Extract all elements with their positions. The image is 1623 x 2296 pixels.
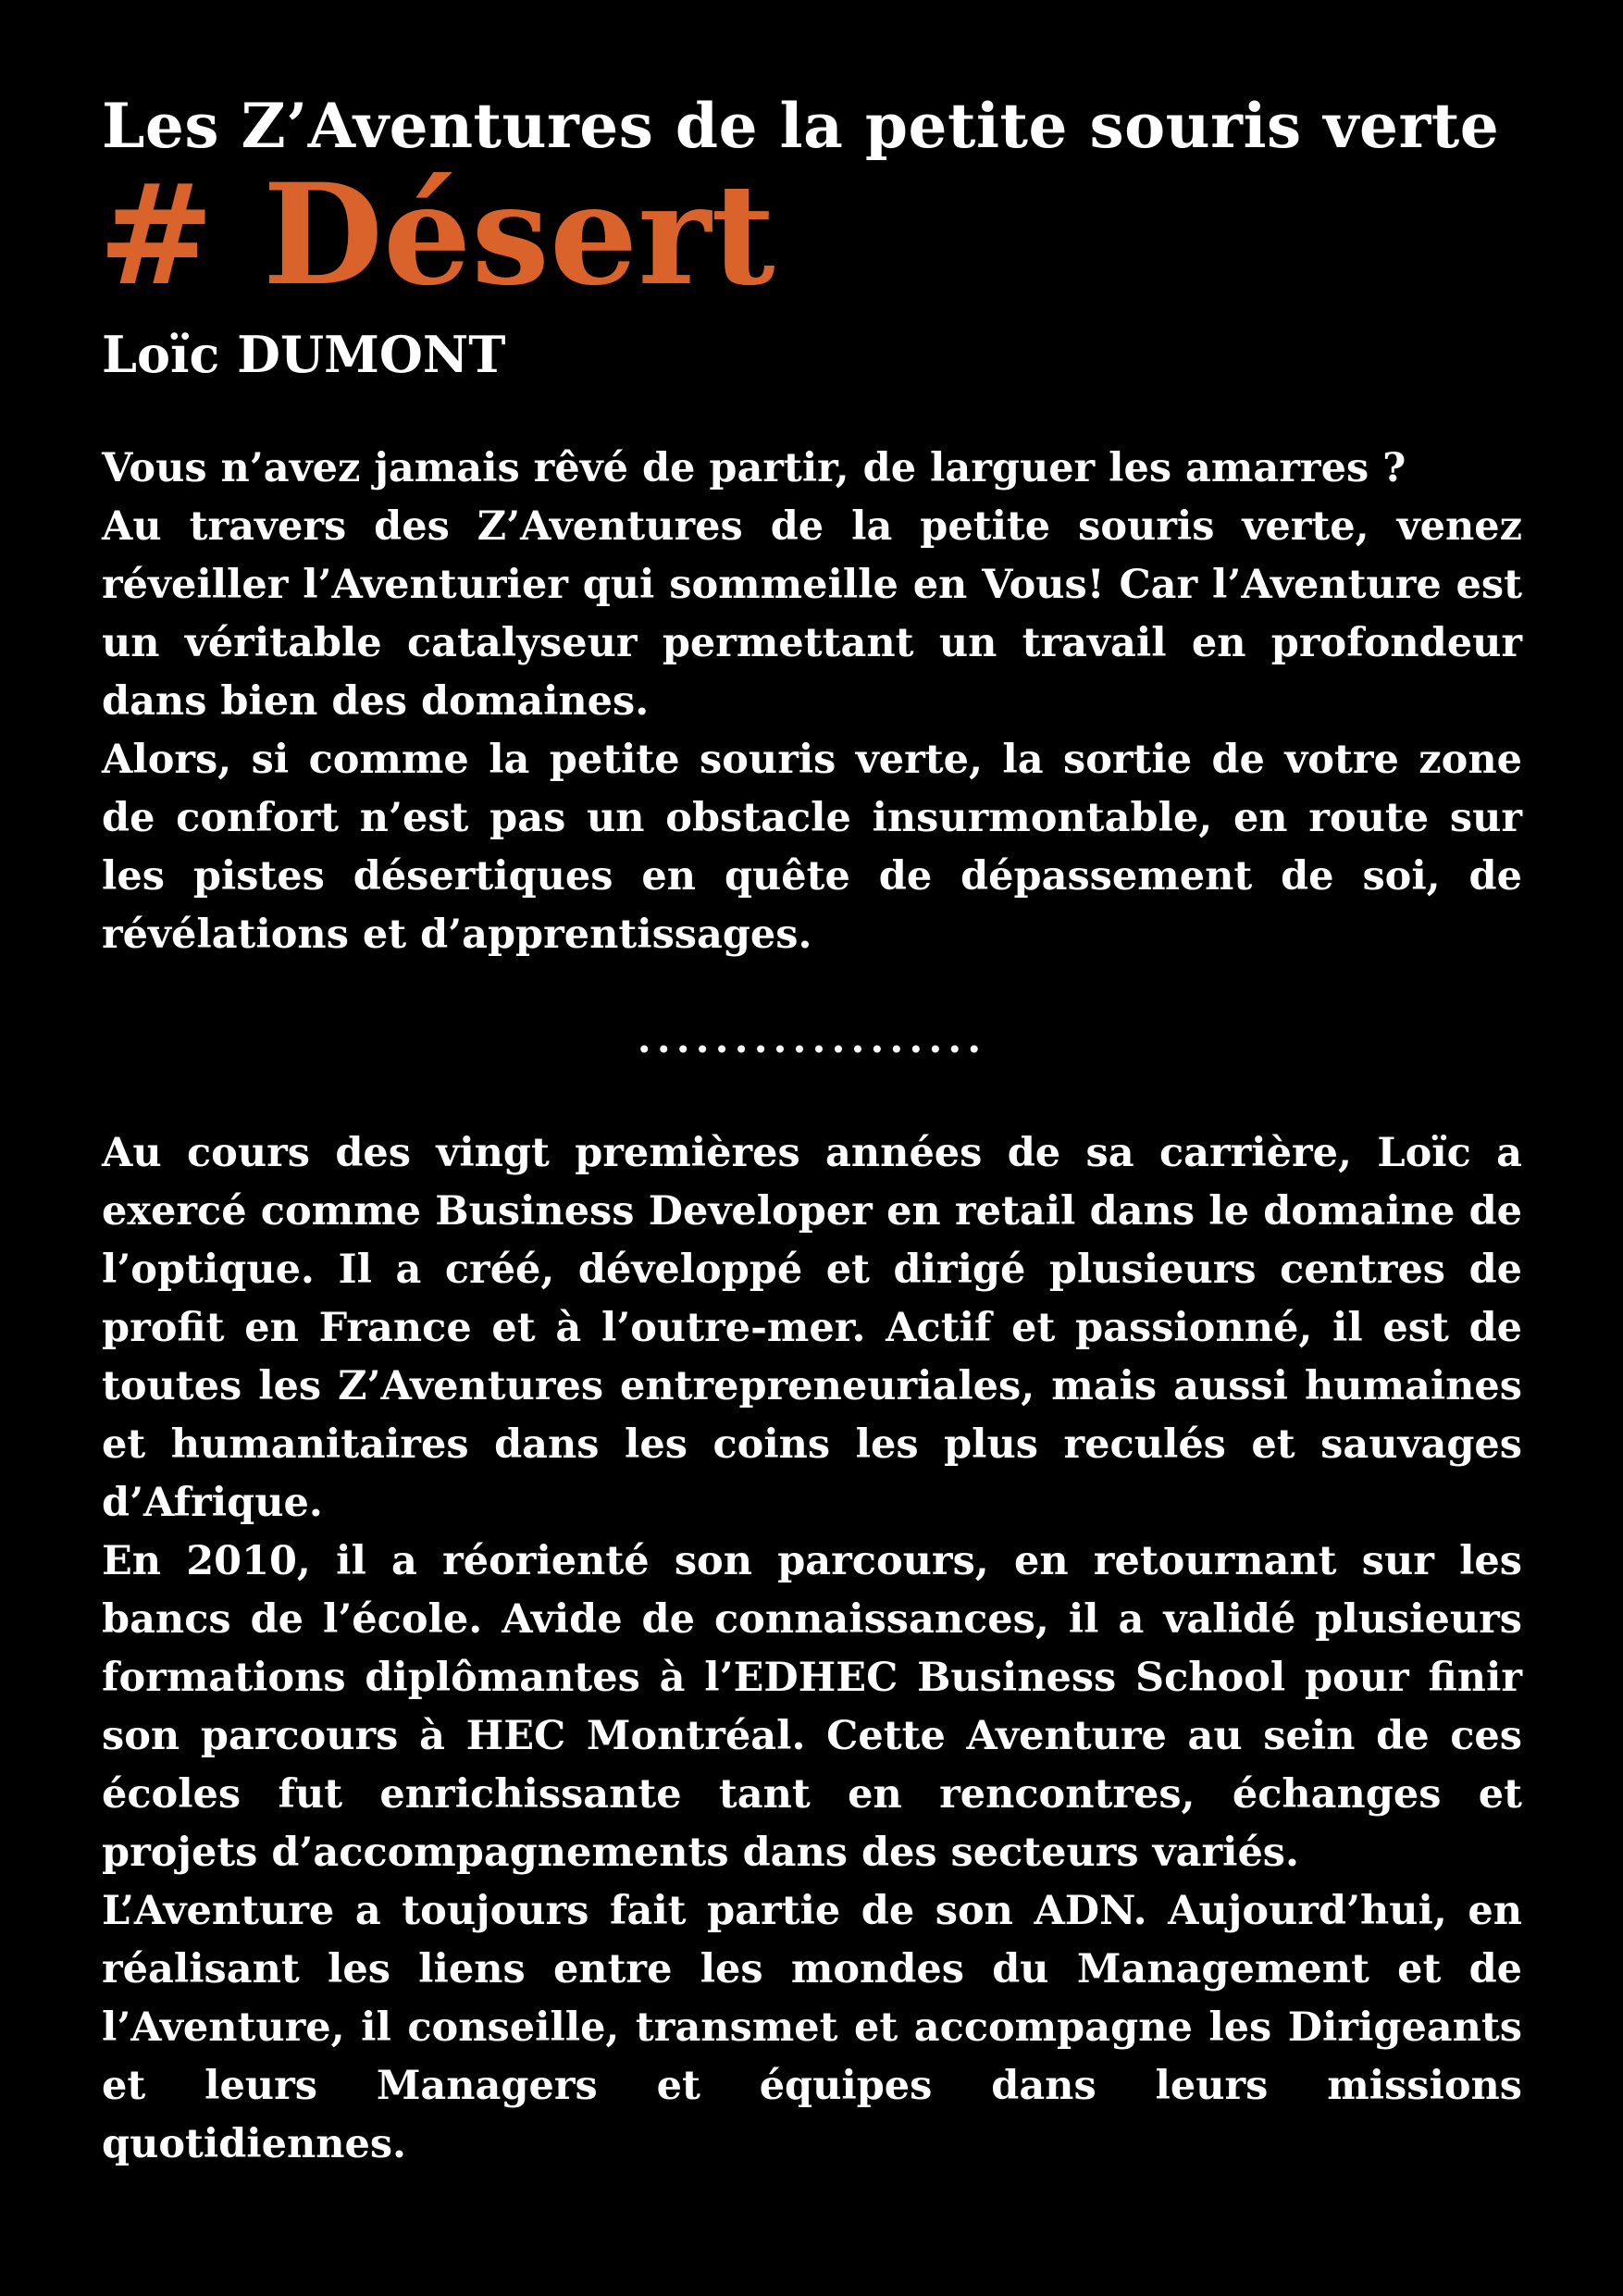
bio-paragraph: En 2010, il a réorienté son parcours, en retournant sur les bancs de l’école. Avide de connaissances, il a validé plusieurs formations diplômantes à l’EDHEC Business School pour finir son parcours à HEC Montréal. Cette Aventure au sein de ces écoles fut enrichissante tant en rencontres, échanges et projets d’accompagnements dans des secteurs variés. — [102, 1538, 1522, 1877]
blurb-paragraph: Vous n’avez jamais rêvé de partir, de larguer les amarres ? — [102, 445, 1406, 492]
blurb — [102, 440, 1522, 964]
back-cover — [98, 90, 1522, 2174]
bio-paragraph: Au cours des vingt premières années de sa carrière, Loïc a exercé comme Business Developer en retail dans le domaine de l’optique. Il a créé, développé et dirigé plusieurs centres de profit en France et à l’outre-mer. Actif et passionné, il est de toutes les Z’Aventures entrepreneuriales, mais aussi humaines et humanitaires dans les coins les plus reculés et sauvages d’Afrique. — [102, 1130, 1522, 1527]
dotted-separator: .................. — [637, 1016, 987, 1063]
blurb-paragraph: Au travers des Z’Aventures de la petite souris verte, venez réveiller l’Aventurier qui sommeille en Vous! Car l’Aventure est un véritable catalyseur permettant un travail en profondeur dans bien des domaines. — [102, 503, 1522, 726]
series-title: Les Z’Aventures de la petite souris verte — [102, 90, 1500, 162]
blurb-paragraph: Alors, si comme la petite souris verte, la sortie de votre zone de confort n’est pas un obstacle insurmontable, en route sur les pistes désertiques en quête de dépassement de soi, de révélations et d’apprentissages. — [102, 737, 1522, 959]
author-bio — [102, 1124, 1522, 2174]
bio-paragraph: L’Aventure a toujours fait partie de son ADN. Aujourd’hui, en réalisant les liens entre les mondes du Management et de l’Aventure, il conseille, transmet et accompagne les Dirigeants et leurs Managers et équipes dans leurs missions quotidiennes. — [102, 1888, 1522, 2168]
author-name: Loïc DUMONT — [102, 324, 506, 384]
book-title: # Désert — [98, 153, 775, 316]
